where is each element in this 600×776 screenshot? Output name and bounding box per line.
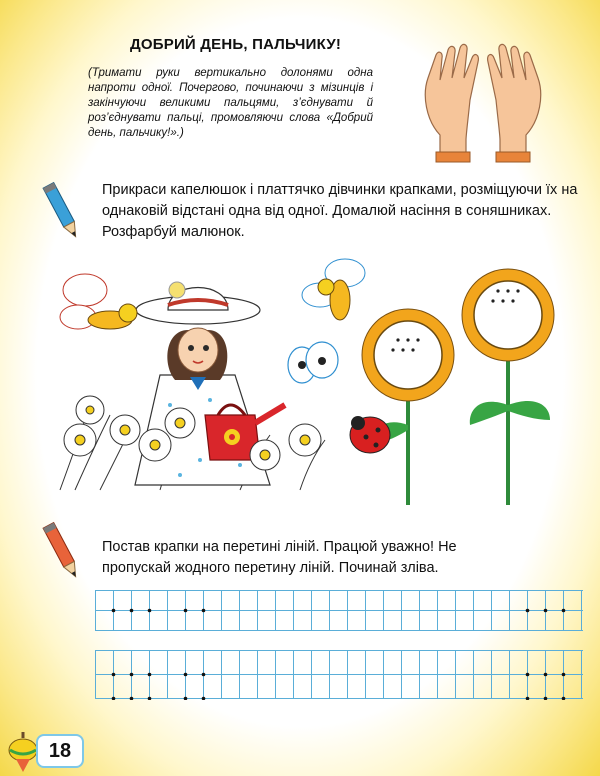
page-title: ДОБРИЙ ДЕНЬ, ПАЛЬЧИКУ!	[130, 36, 342, 53]
grid-dot	[130, 673, 134, 677]
pencil-icon	[42, 518, 82, 584]
grid-dot	[562, 673, 566, 677]
dot-grid-exercise-1	[95, 590, 585, 632]
grid-dot	[148, 673, 152, 677]
grid-dot	[526, 673, 530, 677]
grid-dot	[526, 697, 530, 700]
bee-illustration	[302, 259, 365, 320]
finger-exercise-instruction: (Тримати руки вертикально долонями одна напроти одної. Почергово, починаючи з мізинців і закінчуючи великими пальцями, з’єднувати й роз’єднувати пальці, промовляючи слова «Добрий день, пальчику!».)	[88, 67, 373, 139]
garden-scene-illustration	[40, 255, 585, 505]
grid-dot	[544, 697, 548, 700]
spinning-top-icon	[6, 728, 40, 774]
grid-dot	[562, 609, 566, 613]
grid-dot	[202, 697, 206, 700]
butterfly-illustration	[288, 342, 338, 383]
grid-lines	[95, 590, 583, 631]
dot-grid-exercise-2	[95, 650, 585, 700]
grid-dot	[112, 609, 116, 613]
task-dots-instruction: Постав крапки на перетині ліній. Працюй уважно! Не пропускай жодного перетину ліній. Починай зліва.	[102, 539, 457, 576]
grid-dot	[544, 673, 548, 677]
grid-dot	[544, 609, 548, 613]
grid-dot	[562, 697, 566, 700]
grid-lines	[95, 650, 583, 699]
ladybug-illustration	[350, 416, 390, 453]
page-number: 18	[36, 734, 84, 768]
bee-illustration	[60, 274, 137, 329]
grid-dot	[130, 697, 134, 700]
grid-dots	[112, 673, 566, 700]
sunflower-illustration	[362, 269, 554, 505]
grid-dot	[202, 609, 206, 613]
grid-dot	[202, 673, 206, 677]
grid-dot	[184, 609, 188, 613]
grid-dot	[184, 673, 188, 677]
grid-dot	[148, 609, 152, 613]
hands-illustration	[418, 40, 548, 165]
grid-dot	[112, 673, 116, 677]
grid-dot	[526, 609, 530, 613]
task-decorate-instruction: Прикраси капелюшок і платтячко дівчинки крапками, розміщуючи їх на однаковій відстані одна від одної. Домалюй насіння в соняшниках. Розфарбуй малюнок.	[102, 182, 578, 240]
pencil-icon	[42, 178, 82, 244]
grid-dot	[112, 697, 116, 700]
grid-dot	[184, 697, 188, 700]
grid-dot	[130, 609, 134, 613]
grid-dot	[148, 697, 152, 700]
